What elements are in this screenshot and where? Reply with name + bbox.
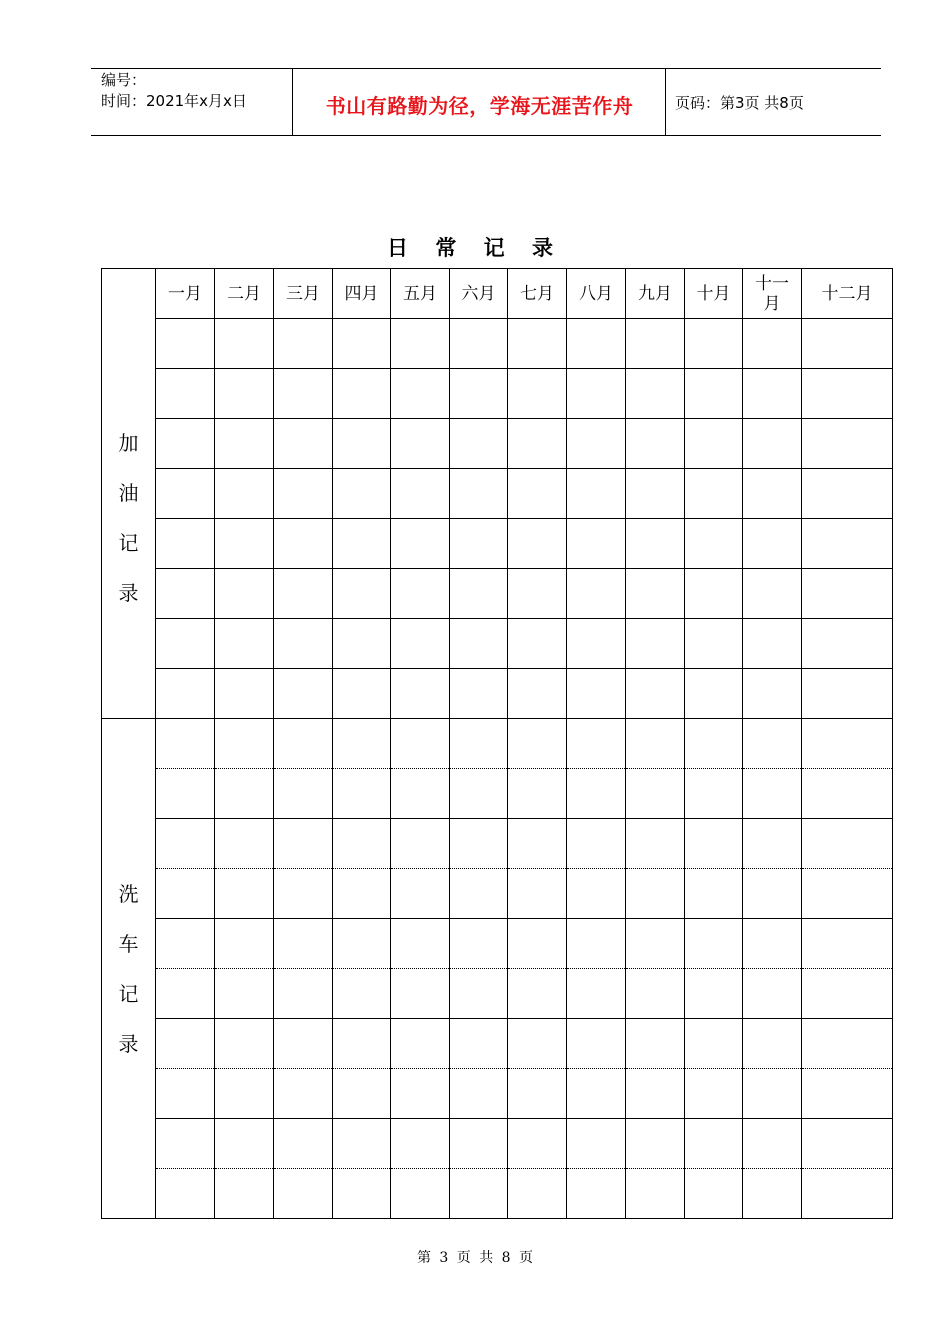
record-row [102,869,893,919]
entry-cell[interactable] [215,669,274,719]
entry-cell[interactable] [450,869,508,919]
entry-cell[interactable] [215,819,274,869]
entry-cell[interactable] [391,819,450,869]
entry-cell[interactable] [215,419,274,469]
entry-cell[interactable] [450,369,508,419]
entry-cell[interactable] [626,719,685,769]
entry-cell[interactable] [333,419,391,469]
entry-cell[interactable] [274,419,333,469]
entry-cell[interactable] [508,869,567,919]
entry-cell[interactable] [333,569,391,619]
entry-cell[interactable] [685,419,743,469]
header-corner-cell [102,269,156,319]
entry-cell[interactable] [626,1119,685,1169]
entry-cell[interactable] [743,419,802,469]
entry-cell[interactable] [333,1119,391,1169]
entry-cell[interactable] [626,1019,685,1069]
entry-cell[interactable] [215,769,274,819]
entry-cell[interactable] [391,519,450,569]
record-row [102,469,893,519]
section-label: 加油记录 [118,431,139,606]
entry-cell[interactable] [508,769,567,819]
entry-cell[interactable] [685,569,743,619]
entry-cell[interactable] [156,319,215,369]
entry-cell[interactable] [215,1019,274,1069]
entry-cell[interactable] [685,1119,743,1169]
entry-cell[interactable] [567,369,626,419]
entry-cell[interactable] [743,1119,802,1169]
entry-cell[interactable] [567,1019,626,1069]
entry-cell[interactable] [685,469,743,519]
entry-cell[interactable] [743,769,802,819]
entry-cell[interactable] [508,1119,567,1169]
entry-cell[interactable] [450,1069,508,1119]
entry-cell[interactable] [743,719,802,769]
entry-cell[interactable] [274,569,333,619]
record-row [102,419,893,469]
entry-cell[interactable] [685,969,743,1019]
entry-cell[interactable] [626,669,685,719]
entry-cell[interactable] [802,1119,893,1169]
record-row [102,369,893,419]
entry-cell[interactable] [626,1069,685,1119]
month-header-cell: 一月 [156,269,215,319]
entry-cell[interactable] [450,319,508,369]
entry-cell[interactable] [215,469,274,519]
entry-cell[interactable] [156,969,215,1019]
entry-cell[interactable] [567,769,626,819]
entry-cell[interactable] [567,1119,626,1169]
entry-cell[interactable] [626,819,685,869]
entry-cell[interactable] [743,569,802,619]
month-header-cell: 二月 [215,269,274,319]
month-header-cell: 四月 [333,269,391,319]
entry-cell[interactable] [802,719,893,769]
entry-cell[interactable] [743,1169,802,1219]
header-info [101,70,247,112]
entry-cell[interactable] [567,669,626,719]
entry-cell[interactable] [743,619,802,669]
entry-cell[interactable] [567,919,626,969]
entry-cell[interactable] [567,619,626,669]
entry-cell[interactable] [626,319,685,369]
entry-cell[interactable] [450,469,508,519]
entry-cell[interactable] [215,869,274,919]
entry-cell[interactable] [802,469,893,519]
entry-cell[interactable] [391,919,450,969]
entry-cell[interactable] [743,1019,802,1069]
entry-cell[interactable] [567,319,626,369]
entry-cell[interactable] [274,1019,333,1069]
entry-cell[interactable] [391,869,450,919]
entry-cell[interactable] [743,919,802,969]
entry-cell[interactable] [156,669,215,719]
header-divider-left [292,68,293,136]
entry-cell[interactable] [215,369,274,419]
entry-cell[interactable] [391,1169,450,1219]
record-row [102,519,893,569]
entry-cell[interactable] [333,619,391,669]
entry-cell[interactable] [802,1069,893,1119]
entry-cell[interactable] [215,719,274,769]
entry-cell[interactable] [802,819,893,869]
entry-cell[interactable] [743,969,802,1019]
entry-cell[interactable] [685,819,743,869]
section-label-cell [102,319,156,719]
entry-cell[interactable] [685,1169,743,1219]
entry-cell[interactable] [802,319,893,369]
entry-cell[interactable] [156,419,215,469]
entry-cell[interactable] [685,719,743,769]
entry-cell[interactable] [743,369,802,419]
entry-cell[interactable] [450,719,508,769]
month-header-text: 十一月 [755,273,789,314]
document-title: 日 常 记 录 [387,236,563,260]
entry-cell[interactable] [391,619,450,669]
entry-cell[interactable] [567,1069,626,1119]
record-row [102,1019,893,1069]
entry-cell[interactable] [626,969,685,1019]
record-row [102,619,893,669]
entry-cell[interactable] [333,319,391,369]
entry-cell[interactable] [274,819,333,869]
entry-cell[interactable] [802,369,893,419]
entry-cell[interactable] [156,869,215,919]
entry-cell[interactable] [802,519,893,569]
entry-cell[interactable] [450,769,508,819]
section-label: 洗车记录 [118,881,139,1056]
entry-cell[interactable] [802,619,893,669]
entry-cell[interactable] [450,1019,508,1069]
entry-cell[interactable] [215,619,274,669]
entry-cell[interactable] [508,319,567,369]
entry-cell[interactable] [685,519,743,569]
entry-cell[interactable] [215,569,274,619]
entry-cell[interactable] [685,869,743,919]
entry-cell[interactable] [391,1119,450,1169]
entry-cell[interactable] [508,819,567,869]
entry-cell[interactable] [450,619,508,669]
entry-cell[interactable] [508,719,567,769]
entry-cell[interactable] [156,819,215,869]
entry-cell[interactable] [215,919,274,969]
entry-cell[interactable] [508,519,567,569]
entry-cell[interactable] [685,1069,743,1119]
record-row [102,969,893,1019]
entry-cell[interactable] [508,369,567,419]
record-row [102,669,893,719]
entry-cell[interactable] [508,969,567,1019]
section-label-cell [102,719,156,1219]
header-bottom-rule [91,135,881,136]
entry-cell[interactable] [274,919,333,969]
entry-cell[interactable] [685,619,743,669]
entry-cell[interactable] [450,919,508,969]
entry-cell[interactable] [567,519,626,569]
record-row [102,1069,893,1119]
entry-cell[interactable] [156,1169,215,1219]
entry-cell[interactable] [215,1069,274,1119]
entry-cell[interactable] [567,969,626,1019]
month-header-cell: 十二月 [802,269,893,319]
entry-cell[interactable] [508,1019,567,1069]
entry-cell[interactable] [391,319,450,369]
entry-cell[interactable] [156,719,215,769]
entry-cell[interactable] [450,1169,508,1219]
entry-cell[interactable] [333,669,391,719]
entry-cell[interactable] [685,769,743,819]
entry-cell[interactable] [391,719,450,769]
entry-cell[interactable] [567,869,626,919]
entry-cell[interactable] [508,469,567,519]
entry-cell[interactable] [391,569,450,619]
entry-cell[interactable] [450,519,508,569]
entry-cell[interactable] [743,519,802,569]
entry-cell[interactable] [626,769,685,819]
entry-cell[interactable] [156,619,215,669]
entry-cell[interactable] [215,319,274,369]
entry-cell[interactable] [802,969,893,1019]
entry-cell[interactable] [156,769,215,819]
entry-cell[interactable] [567,569,626,619]
entry-cell[interactable] [333,919,391,969]
entry-cell[interactable] [802,1169,893,1219]
entry-cell[interactable] [156,569,215,619]
entry-cell[interactable] [626,919,685,969]
entry-cell[interactable] [508,619,567,669]
header-divider-right [665,68,666,136]
entry-cell[interactable] [508,1069,567,1119]
entry-cell[interactable] [567,419,626,469]
entry-cell[interactable] [743,319,802,369]
entry-cell[interactable] [743,869,802,919]
entry-cell[interactable] [215,1169,274,1219]
header-motto: 书山有路勤为径，学海无涯苦作舟 [325,94,634,118]
entry-cell[interactable] [626,469,685,519]
entry-cell[interactable] [156,1019,215,1069]
entry-cell[interactable] [156,919,215,969]
entry-cell[interactable] [450,419,508,469]
entry-cell[interactable] [391,469,450,519]
entry-cell[interactable] [333,869,391,919]
entry-cell[interactable] [743,469,802,519]
month-header-cell: 五月 [391,269,450,319]
entry-cell[interactable] [802,1019,893,1069]
entry-cell[interactable] [508,669,567,719]
entry-cell[interactable] [274,719,333,769]
carwash-section [102,719,893,1219]
entry-cell[interactable] [333,1069,391,1119]
entry-cell[interactable] [802,569,893,619]
entry-cell[interactable] [391,419,450,469]
entry-cell[interactable] [508,1169,567,1219]
entry-cell[interactable] [156,1119,215,1169]
number-label: 编号： [101,71,147,89]
record-row [102,319,893,369]
entry-cell[interactable] [626,369,685,419]
record-row [102,569,893,619]
entry-cell[interactable] [274,519,333,569]
entry-cell[interactable] [274,1069,333,1119]
entry-cell[interactable] [626,1169,685,1219]
entry-cell[interactable] [156,519,215,569]
entry-cell[interactable] [274,469,333,519]
entry-cell[interactable] [274,769,333,819]
entry-cell[interactable] [567,1169,626,1219]
month-header-cell: 七月 [508,269,567,319]
entry-cell[interactable] [450,969,508,1019]
entry-cell[interactable] [450,819,508,869]
entry-cell[interactable] [743,1069,802,1119]
entry-cell[interactable] [450,1119,508,1169]
month-header-cell: 三月 [274,269,333,319]
entry-cell[interactable] [802,869,893,919]
entry-cell[interactable] [333,469,391,519]
header-page-number: 页码：第3页 共8页 [675,94,804,112]
entry-cell[interactable] [508,919,567,969]
record-table [101,268,893,1219]
record-row [102,769,893,819]
entry-cell[interactable] [274,869,333,919]
entry-cell[interactable] [215,519,274,569]
entry-cell[interactable] [567,469,626,519]
entry-cell[interactable] [156,369,215,419]
entry-cell[interactable] [802,919,893,969]
record-row [102,719,893,769]
month-header-cell [743,269,802,319]
entry-cell[interactable] [626,869,685,919]
entry-cell[interactable] [626,569,685,619]
entry-cell[interactable] [333,819,391,869]
month-header-cell: 六月 [450,269,508,319]
entry-cell[interactable] [391,969,450,1019]
month-header-row [102,269,893,319]
entry-cell[interactable] [274,369,333,419]
time-label: 时间：2021年x月x日 [101,92,247,110]
entry-cell[interactable] [802,769,893,819]
page-footer: 第 3 页 共 8 页 [416,1250,534,1266]
entry-cell[interactable] [274,1169,333,1219]
entry-cell[interactable] [626,519,685,569]
entry-cell[interactable] [333,719,391,769]
entry-cell[interactable] [333,969,391,1019]
entry-cell[interactable] [450,569,508,619]
entry-cell[interactable] [567,819,626,869]
entry-cell[interactable] [215,969,274,1019]
entry-cell[interactable] [626,619,685,669]
record-row [102,919,893,969]
entry-cell[interactable] [802,669,893,719]
record-row [102,1169,893,1219]
entry-cell[interactable] [685,669,743,719]
month-header-cell: 九月 [626,269,685,319]
entry-cell[interactable] [685,1019,743,1069]
entry-cell[interactable] [156,469,215,519]
entry-cell[interactable] [274,1119,333,1169]
entry-cell[interactable] [685,919,743,969]
entry-cell[interactable] [685,319,743,369]
header-top-rule [91,68,881,69]
record-row [102,819,893,869]
entry-cell[interactable] [274,969,333,1019]
refuel-section [102,319,893,719]
entry-cell[interactable] [743,669,802,719]
entry-cell[interactable] [391,369,450,419]
entry-cell[interactable] [215,1119,274,1169]
entry-cell[interactable] [274,669,333,719]
entry-cell[interactable] [274,319,333,369]
entry-cell[interactable] [391,769,450,819]
entry-cell[interactable] [333,369,391,419]
entry-cell[interactable] [333,519,391,569]
entry-cell[interactable] [450,669,508,719]
entry-cell[interactable] [626,419,685,469]
entry-cell[interactable] [333,1169,391,1219]
entry-cell[interactable] [274,619,333,669]
record-row [102,1119,893,1169]
entry-cell[interactable] [508,569,567,619]
entry-cell[interactable] [333,1019,391,1069]
entry-cell[interactable] [391,1019,450,1069]
entry-cell[interactable] [567,719,626,769]
entry-cell[interactable] [156,1069,215,1119]
entry-cell[interactable] [743,819,802,869]
entry-cell[interactable] [685,369,743,419]
entry-cell[interactable] [391,1069,450,1119]
entry-cell[interactable] [333,769,391,819]
entry-cell[interactable] [391,669,450,719]
entry-cell[interactable] [508,419,567,469]
month-header-cell: 十月 [685,269,743,319]
entry-cell[interactable] [802,419,893,469]
month-header-cell: 八月 [567,269,626,319]
